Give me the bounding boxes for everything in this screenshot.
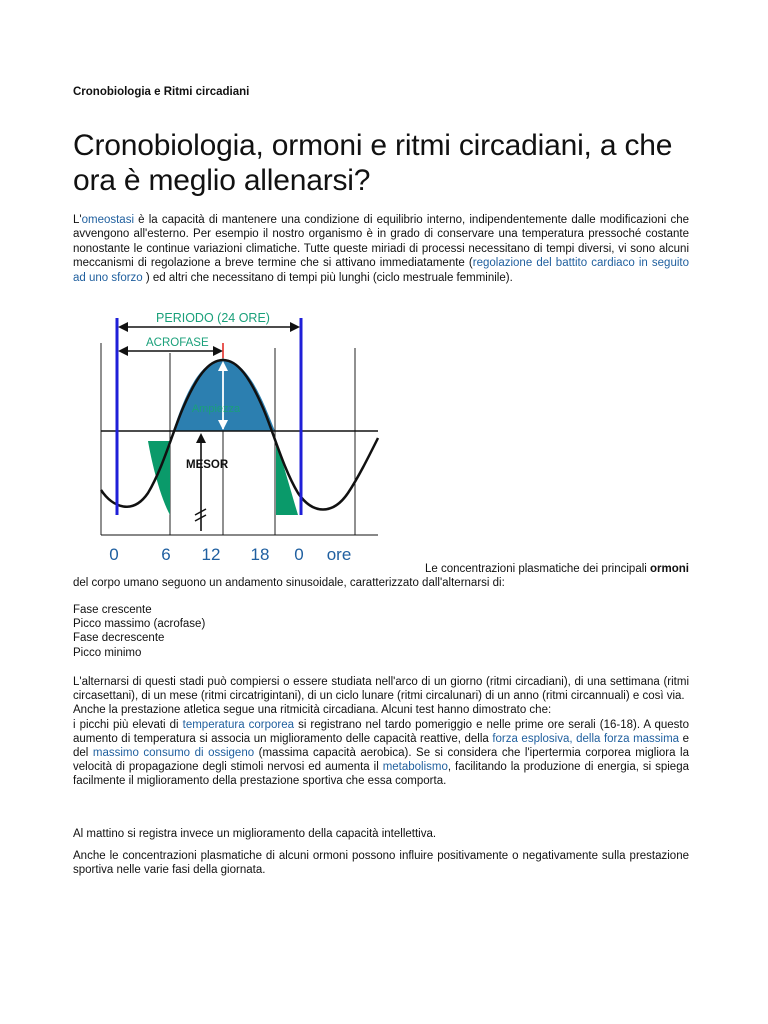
tick-0-end: 0 xyxy=(294,545,304,564)
phase-item: Picco minimo xyxy=(73,646,142,659)
body-text-b: Anche la prestazione atletica segue una ritmicità circadiana. Alcuni test hanno dimostrato che: xyxy=(73,704,552,717)
body-text-c4: (massima capacità aerobica). Se si considera che l'ipertermia corporea migliora la velocità di propagazione degli stimoli nervosi ed aumenta il xyxy=(73,747,689,774)
closing-paragraph: Anche le concentrazioni plasmatiche di alcuni ormoni possono influire positivamente o negativamente sulla prestazione sportiva nelle varie fasi della giornata. xyxy=(73,850,689,877)
body-paragraph xyxy=(73,675,689,789)
body-text-c2: si registrano nel tardo pomeriggio e nelle prime ore serali (16-18). A questo aumento di temperatura si associa un miglioramento delle capacità reattive, della xyxy=(73,718,689,745)
tick-unit: ore xyxy=(326,545,352,564)
phase-item: Picco massimo (acrofase) xyxy=(73,618,206,631)
section-kicker: Cronobiologia e Ritmi circadiani xyxy=(73,86,250,98)
intro-text-1: L' xyxy=(73,214,82,226)
intro-paragraph xyxy=(73,213,689,285)
phase-item: Fase crescente xyxy=(73,604,152,616)
amplitude-label: Ampiezza xyxy=(191,403,241,415)
morning-paragraph: Al mattino si registra invece un miglioramento della capacità intellettiva. xyxy=(73,828,437,840)
tick-18: 18 xyxy=(250,545,270,564)
intro-text-3: ) ed altri che necessitano di tempi più lunghi (ciclo mestruale femminile). xyxy=(142,271,513,284)
phase-item: Fase decrescente xyxy=(73,632,165,645)
caption-bold: ormoni xyxy=(650,563,689,575)
circadian-rhythm-diagram xyxy=(88,303,388,573)
caption-text-b: del corpo umano seguono un andamento sinusoidale, caratterizzato dall'alternarsi di: xyxy=(73,577,505,590)
page-title: Cronobiologia, ormoni e ritmi circadiani, a che ora è meglio allenarsi? xyxy=(73,129,673,197)
body-text-c1: i picchi più elevati di xyxy=(73,718,183,731)
link-omeostasi[interactable]: omeostasi xyxy=(81,214,135,226)
link-metabolismo[interactable]: metabolismo xyxy=(382,761,448,774)
body-text-a: L'alternarsi di questi stadi può compiersi o essere studiata nell'arco di un giorno (ritmi circadiani), di una settimana (ritmi circasettani), di un mese (ritmi circatrigintani), di un ciclo lunare (ritmi circalunari) di un anno (ritmi circannuali) e così via. xyxy=(73,676,689,703)
tick-6: 6 xyxy=(161,545,171,564)
figure-caption xyxy=(73,562,689,591)
link-regolazione-battito[interactable]: regolazione del battito cardiaco in seguito ad uno sforzo xyxy=(73,257,689,284)
tick-12: 12 xyxy=(201,545,221,564)
diagram-svg xyxy=(88,303,388,573)
body-text-c5: , facilitando la produzione di energia, si spiega facilmente il miglioramento della prestazione sportiva che essa comporta. xyxy=(73,761,689,788)
acrophase-label: ACROFASE xyxy=(146,337,209,349)
intro-text-2: è la capacità di mantenere una condizione di equilibrio interno, indipendentemente dalle modificazioni che avvengono all'esterno. Per esempio il nostro organismo è in grado di conservare una temperatura pressoché costante nonostante le continue variazioni climatiche. Tutte queste miriadi di processi necessitano di tempi diversi, vi sono alcuni meccanismi di regolazione a breve termine che si attivano immediatamente ( xyxy=(73,214,689,270)
caption-text-a: Le concentrazioni plasmatiche dei principali xyxy=(425,563,651,575)
phase-list xyxy=(73,603,205,660)
link-temperatura-corporea[interactable]: temperatura corporea xyxy=(182,718,295,731)
mesor-label: MESOR xyxy=(186,459,229,471)
link-massimo-consumo-ossigeno[interactable]: massimo consumo di ossigeno xyxy=(92,747,255,760)
tick-0: 0 xyxy=(109,545,119,564)
period-label: PERIODO (24 ORE) xyxy=(156,311,270,325)
body-text-c3: e del xyxy=(73,732,690,760)
link-forza-esplosiva[interactable]: forza esplosiva, della forza massima xyxy=(492,732,680,745)
